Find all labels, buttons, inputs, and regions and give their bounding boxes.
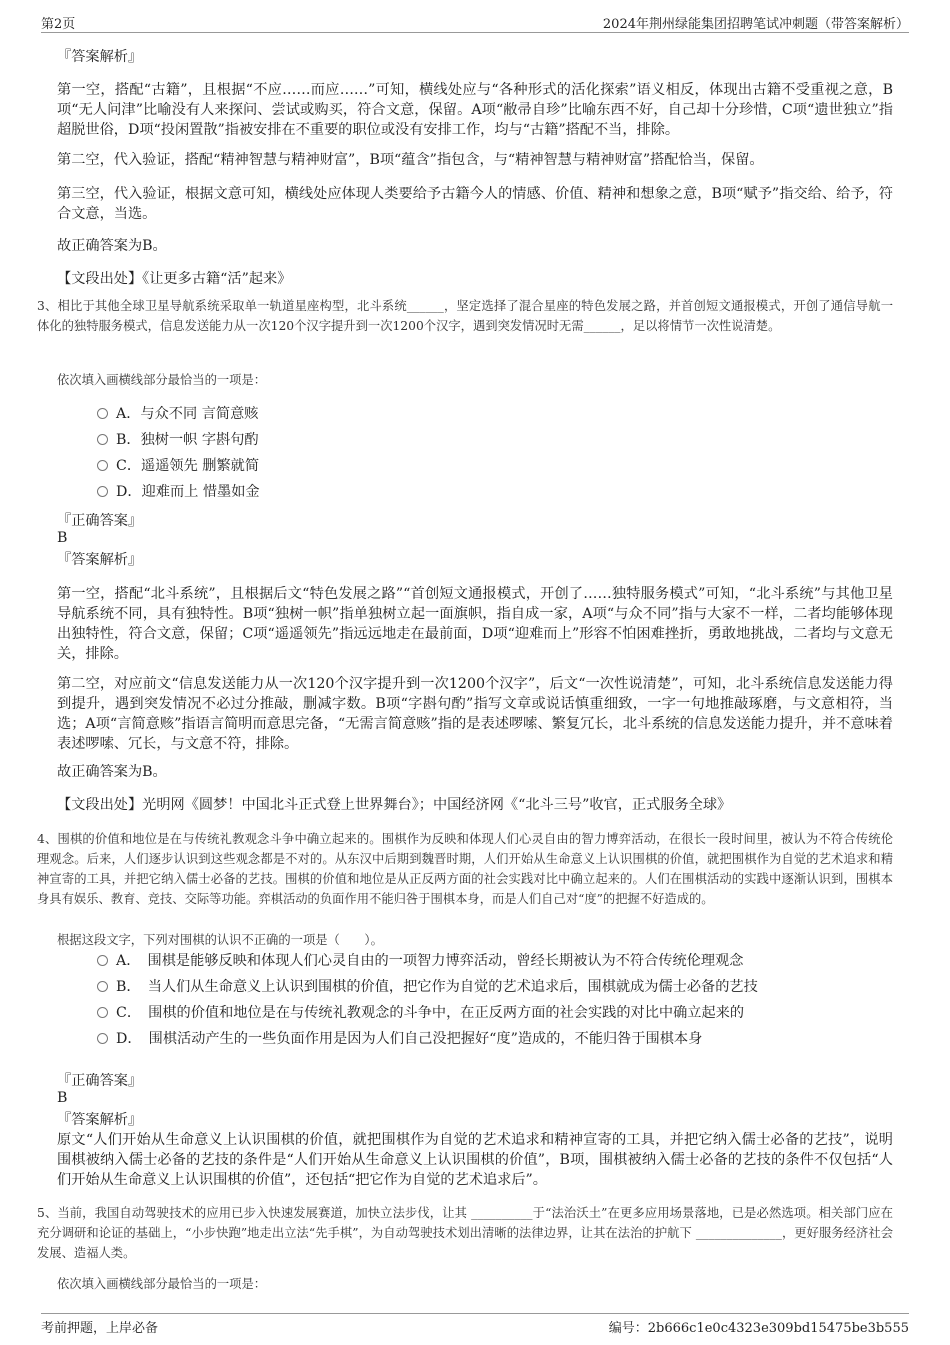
document-code: 编号：2b666c1e0c4323e309bd15475be3b555 (608, 1321, 909, 1336)
page-footer (41, 1313, 909, 1336)
q4-option-d[interactable]: D． 围棋活动产生的一些负面作用是因为人们自己没把握好“度”造成的，不能归咎于围棋本身 (97, 1029, 702, 1049)
radio-icon[interactable] (97, 1033, 108, 1044)
q4-analysis-label: 『答案解析』 (57, 1112, 143, 1128)
q5-stem: 5、当前，我国自动驾驶技术的应用已步入快速发展赛道，加快立法步伐，让其 __________于“法治沃土”在更多应用场景落地，已是必然选项。相关部门应在充分调研和论证的基础上，“小步快跑”地走出立法“先手棋”，为自动驾驶技术划出清晰的法律边界，让其在法治的护航下 ______________，更好服务经济社会发展、造福人类。 (37, 1206, 893, 1260)
q2-source: 【文段出处】《让更多古籍“活”起来》 (57, 271, 292, 287)
q2-answer-line: 故正确答案为B。 (57, 238, 167, 254)
q3-instruction: 依次填入画横线部分最恰当的一项是： (57, 373, 267, 387)
q3-answer-label: 『正确答案』 (57, 513, 143, 529)
page-number: 第2页 (41, 17, 76, 32)
page-header (41, 10, 909, 33)
q4-option-c[interactable]: C． 围棋的价值和地位是在与传统礼教观念的斗争中，在正反两方面的社会实践的对比中确立起来的 (97, 1003, 744, 1023)
radio-icon[interactable] (97, 486, 108, 497)
q2-analysis-p1: 第一空，搭配“古籍”，且根据“不应……而应……”可知，横线处应与“各种形式的活化探索”语义相反，体现出古籍不受重视之意，B项“无人问津”比喻没有人来探问、尝试或购买，符合文意，保留。A项“敝帚自珍”比喻东西不好，自己却十分珍惜，C项“遗世独立”指超脱世俗，D项“投闲置散”指被安排在不重要的职位或没有安排工作，均与“古籍”搭配不当，排除。 (57, 82, 893, 138)
q2-analysis-label: 『答案解析』 (57, 49, 143, 65)
q4-instruction: 根据这段文字，下列对围棋的认识不正确的一项是（ ）。 (57, 933, 383, 947)
radio-icon[interactable] (97, 408, 108, 419)
document-title: 2024年荆州绿能集团招聘笔试冲刺题（带答案解析） (602, 17, 909, 32)
q3-analysis-p2: 第二空，对应前文“信息发送能力从一次120个汉字提升到一次1200个汉字”，后文“一次性说清楚”，可知，北斗系统信息发送能力得到提升，遇到突发情况不必过分推敲，删减字数。B项“字斟句酌”指写文章或说话慎重细致，一字一句地推敲琢磨，与文意相符，当选；A项“言简意赅”指语言简明而意思完备，“无需言简意赅”指的是表述啰嗦、繁复冗长，北斗系统的信息发送能力提升，并不意味着表述啰嗦、冗长，与文意不符，排除。 (57, 676, 893, 752)
radio-icon[interactable] (97, 434, 108, 445)
radio-icon[interactable] (97, 955, 108, 966)
q5-instruction: 依次填入画横线部分最恰当的一项是： (57, 1277, 267, 1291)
q4-answer: B (57, 1090, 68, 1106)
q2-analysis-p3: 第三空，代入验证，根据文意可知，横线处应体现人类要给予古籍今人的情感、价值、精神和想象之意，B项“赋予”指交给、给予，符合文意，当选。 (57, 186, 893, 222)
q4-option-a[interactable]: A． 围棋是能够反映和体现人们心灵自由的一项智力博弈活动，曾经长期被认为不符合传统伦理观念 (97, 951, 743, 971)
q3-answer-line: 故正确答案为B。 (57, 764, 167, 780)
q3-answer: B (57, 530, 68, 546)
footer-slogan: 考前押题，上岸必备 (41, 1321, 159, 1336)
q2-analysis-p2: 第二空，代入验证，搭配“精神智慧与精神财富”，B项“蕴含”指包含，与“精神智慧与精神财富”搭配恰当，保留。 (57, 152, 764, 168)
q3-option-d[interactable]: D．迎难而上 惜墨如金 (97, 482, 260, 502)
q3-analysis-label: 『答案解析』 (57, 552, 143, 568)
q3-analysis-p1: 第一空，搭配“北斗系统”，且根据后文“特色发展之路”“首创短文通报模式，开创了……独特服务模式”可知，“北斗系统”与其他卫星导航系统不同，具有独特性。B项“独树一帜”指单独树立起一面旗帜，指自成一家，A项“与众不同”指与大家不一样，二者均能够体现出独特性，符合文意，保留；C项“遥遥领先”指远远地走在最前面，D项“迎难而上”形容不怕困难挫折，勇敢地挑战，二者均与文意无关，排除。 (57, 586, 893, 662)
q4-option-b[interactable]: B． 当人们从生命意义上认识到围棋的价值，把它作为自觉的艺术追求后，围棋就成为儒士必备的艺技 (97, 977, 758, 997)
q4-answer-label: 『正确答案』 (57, 1073, 143, 1089)
q3-option-a[interactable]: A．与众不同 言简意赅 (97, 404, 258, 424)
q3-source: 【文段出处】光明网《圆梦！中国北斗正式登上世界舞台》；中国经济网《“北斗三号”收官，正式服务全球》 (57, 797, 732, 813)
q3-option-b[interactable]: B．独树一帜 字斟句酌 (97, 430, 259, 450)
q4-stem: 4、围棋的价值和地位是在与传统礼教观念斗争中确立起来的。围棋作为反映和体现人们心灵自由的智力博弈活动，在很长一段时间里，被认为不符合传统伦理观念。后来，人们逐步认识到这些观念都是不对的。从东汉中后期到魏晋时期，人们开始从生命意义上认识围棋的价值，就把围棋作为自觉的艺术追求和精神宣寄的工具，并把它纳入儒士必备的艺技。围棋的价值和地位是从正反两方面的社会实践对比中确立起来的。人们在围棋活动的实践中逐渐认识到，围棋本身具有娱乐、教育、竞技、交际等功能。弈棋活动的负面作用不能归咎于围棋本身，而是人们自己对“度”的把握不好造成的。 (37, 832, 893, 906)
radio-icon[interactable] (97, 981, 108, 992)
radio-icon[interactable] (97, 460, 108, 471)
q3-option-c[interactable]: C．遥遥领先 删繁就简 (97, 456, 259, 476)
radio-icon[interactable] (97, 1007, 108, 1018)
q3-stem: 3、相比于其他全球卫星导航系统采取单一轨道星座构型，北斗系统______，坚定选择了混合星座的特色发展之路，并首创短文通报模式，开创了通信导航一体化的独特服务模式，信息发送能力从一次120个汉字提升到一次1200个汉字，遇到突发情况时无需______，足以将情节一次性说清楚。 (37, 299, 893, 333)
q4-analysis: 原文“人们开始从生命意义上认识围棋的价值，就把围棋作为自觉的艺术追求和精神宣寄的工具，并把它纳入儒士必备的艺技”，说明围棋被纳入儒士必备的艺技的条件是“人们开始从生命意义上认识围棋的价值”，B项，围棋被纳入儒士必备的艺技的条件不仅包括“人们开始从生命意义上认识围棋的价值”，还包括“把它作为自觉的艺术追求后”。 (57, 1132, 893, 1188)
